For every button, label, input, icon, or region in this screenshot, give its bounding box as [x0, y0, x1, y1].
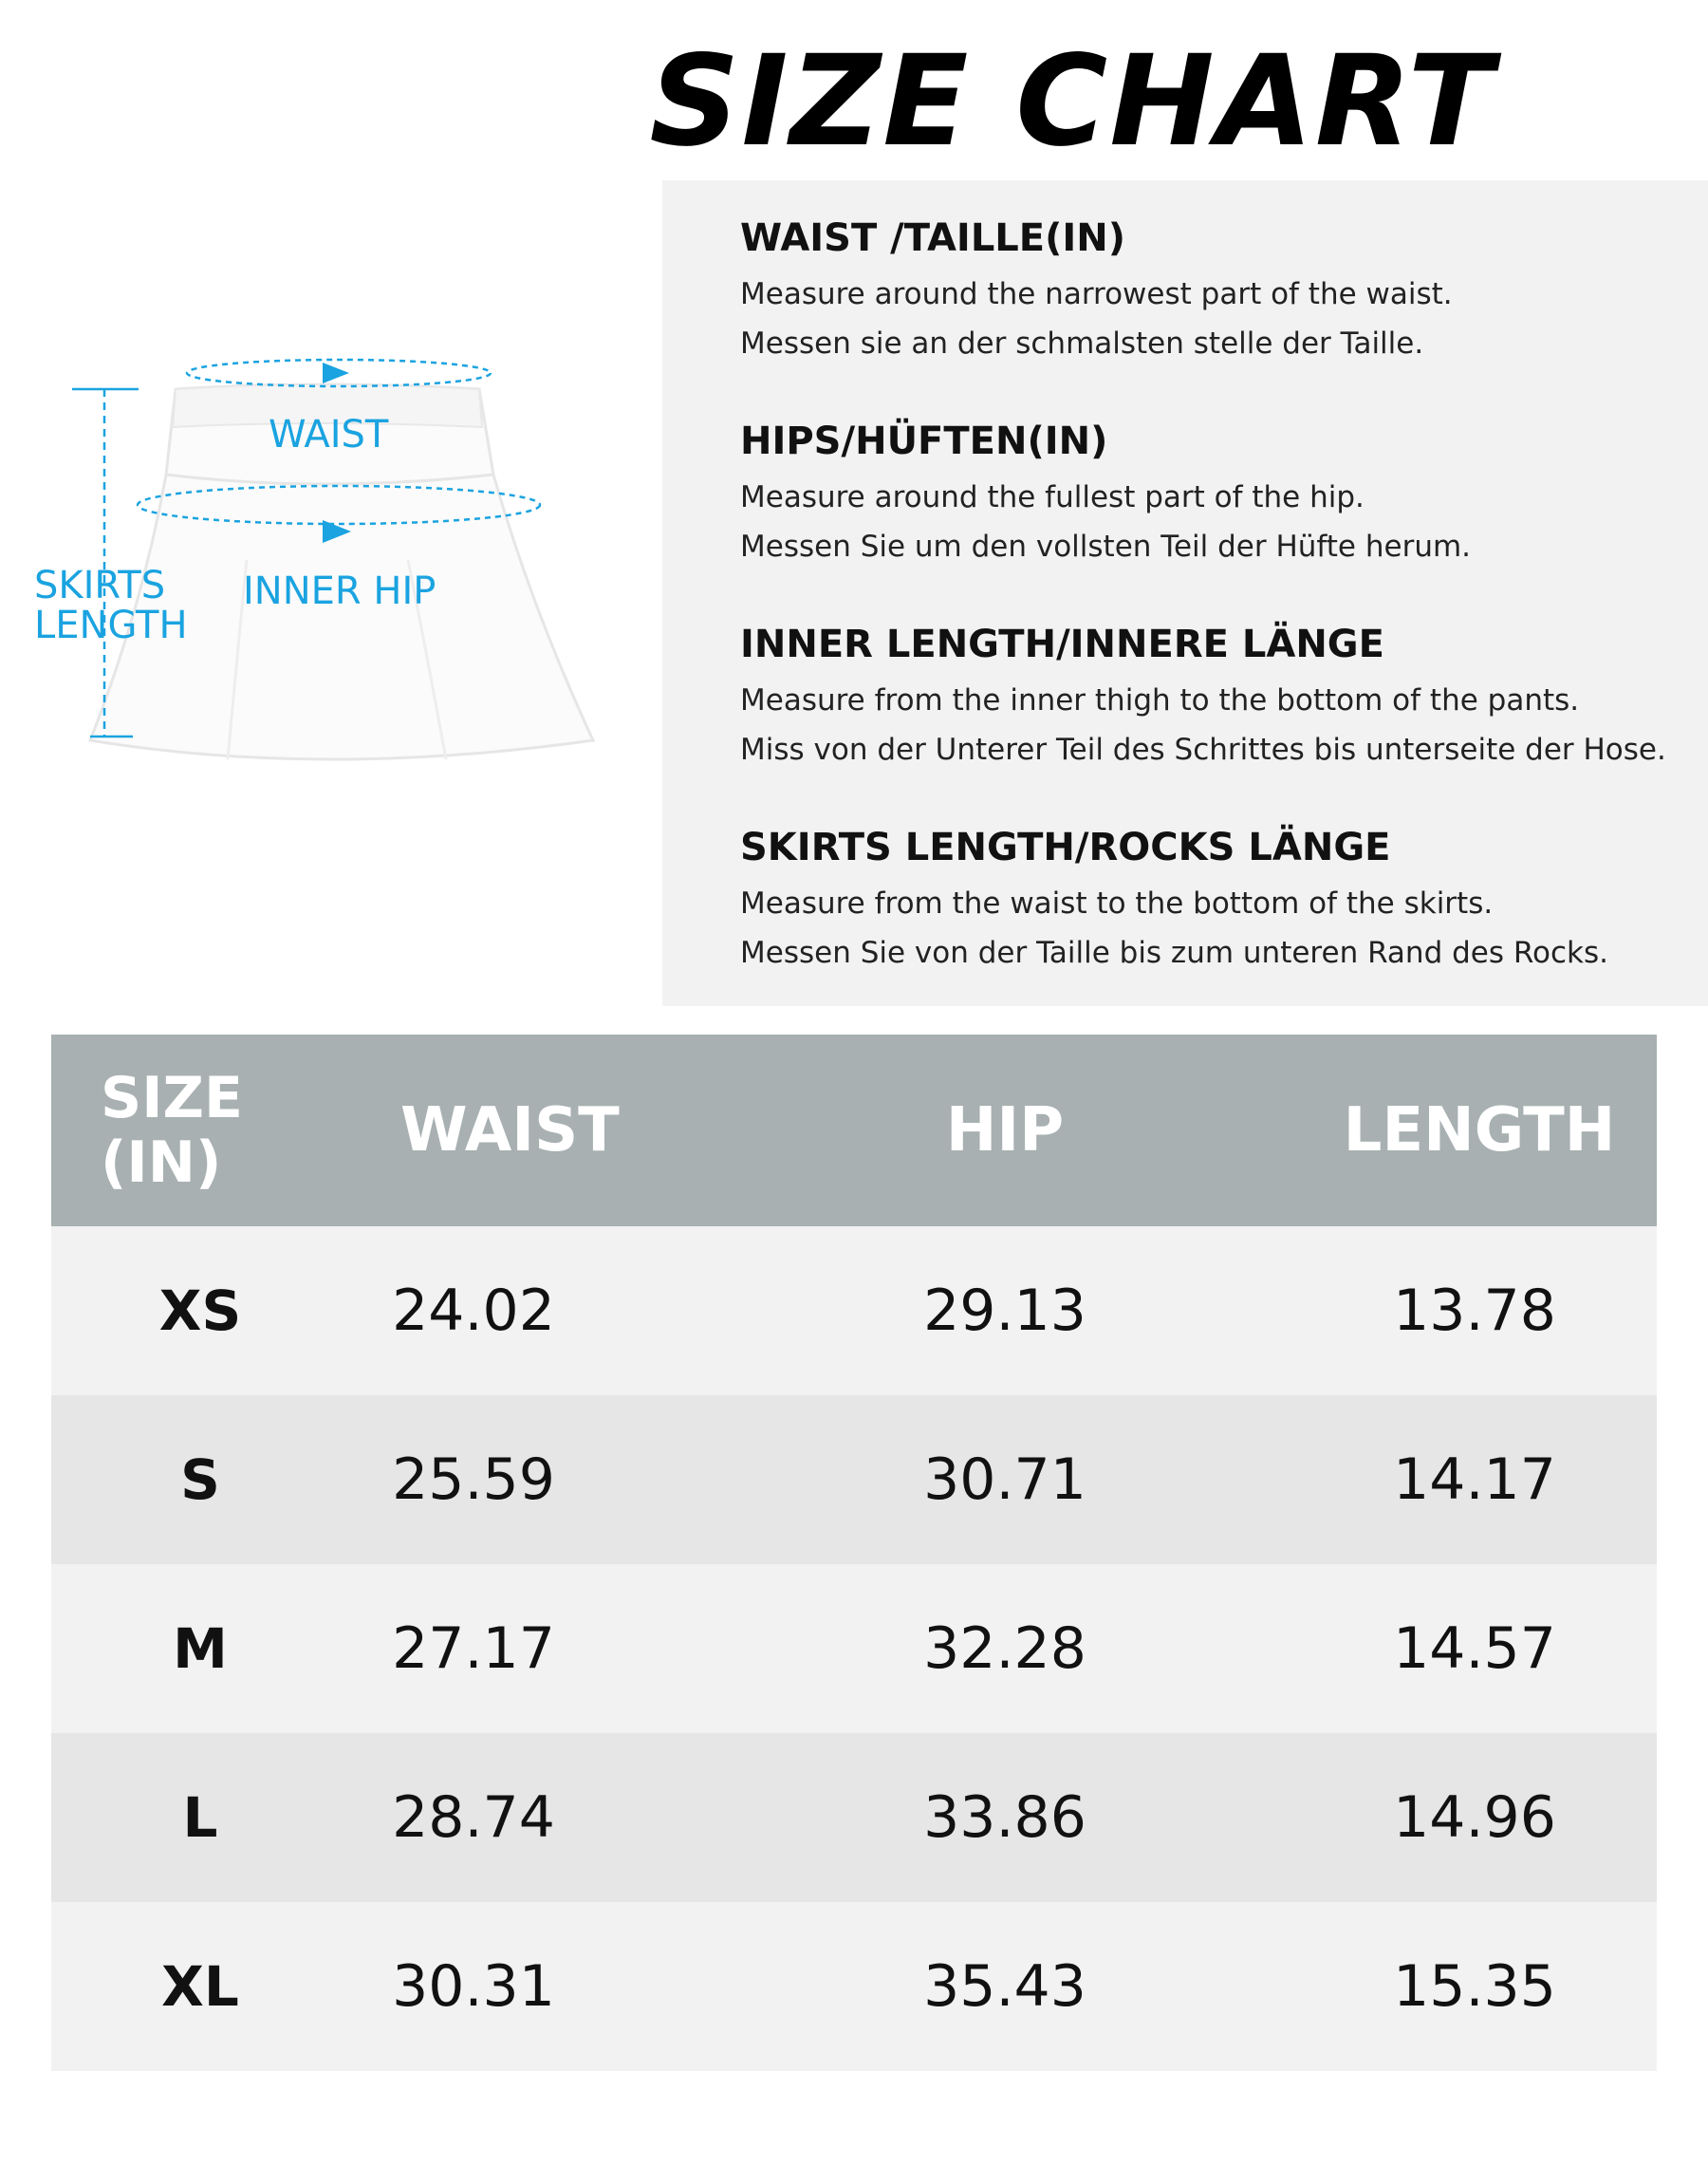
cell-hip: 29.13: [923, 1278, 1086, 1344]
cell-hip: 33.86: [923, 1784, 1086, 1851]
cell-size: S: [180, 1447, 220, 1512]
cell-waist: 25.59: [392, 1446, 555, 1513]
waist-label: WAIST: [269, 413, 389, 457]
cell-length: 14.57: [1393, 1615, 1556, 1682]
header-waist: WAIST: [400, 1095, 620, 1166]
info-line-en: Measure from the inner thigh to the bottom of the pants.: [740, 683, 1580, 718]
info-inner-length: [740, 623, 1666, 774]
info-heading: INNER LENGTH/INNERE LÄNGE: [740, 623, 1384, 666]
info-heading: WAIST /TAILLE(IN): [740, 216, 1126, 260]
cell-waist: 28.74: [392, 1784, 555, 1851]
table-row: [51, 1733, 1657, 1902]
info-line-de: Messen Sie von der Taille bis zum unteren Rand des Rocks.: [740, 936, 1608, 970]
cell-length: 14.96: [1393, 1784, 1556, 1851]
info-line-de: Miss von der Unterer Teil des Schrittes bis unterseite der Hose.: [740, 733, 1666, 767]
header-hip: HIP: [945, 1095, 1065, 1166]
cell-hip: 30.71: [923, 1446, 1086, 1513]
info-line-de: Messen Sie um den vollsten Teil der Hüfte herum.: [740, 530, 1472, 564]
cell-length: 13.78: [1393, 1278, 1556, 1344]
table-row: [51, 1395, 1657, 1564]
header-size-line2: (IN): [101, 1129, 222, 1196]
size-table: [51, 1035, 1657, 2071]
cell-waist: 27.17: [392, 1615, 555, 1682]
header-size-line1: SIZE: [101, 1065, 244, 1131]
info-line-en: Measure from the waist to the bottom of the skirts.: [740, 886, 1494, 921]
page-title: SIZE CHART: [649, 28, 1495, 175]
skirts-length-label-line1: SKIRTS: [34, 564, 166, 607]
cell-length: 15.35: [1393, 1953, 1556, 2020]
inner-hip-label: INNER HIP: [243, 569, 436, 613]
table-row: [51, 1902, 1657, 2071]
measurement-info-panel: [662, 180, 1708, 1006]
info-hips: [740, 420, 1471, 571]
cell-size: XS: [158, 1278, 242, 1343]
cell-waist: 30.31: [392, 1953, 555, 2020]
table-row: [51, 1226, 1657, 1395]
cell-size: M: [173, 1616, 228, 1681]
cell-size: XL: [161, 1954, 239, 2019]
cell-hip: 32.28: [923, 1615, 1086, 1682]
info-heading: SKIRTS LENGTH/ROCKS LÄNGE: [740, 826, 1391, 869]
header-size: [101, 1035, 252, 1226]
info-line-de: Messen sie an der schmalsten stelle der Taille.: [740, 327, 1424, 361]
info-skirts-length: [740, 826, 1608, 978]
skirt-diagram: [0, 342, 645, 797]
cell-waist: 24.02: [392, 1278, 555, 1344]
table-row: [51, 1564, 1657, 1733]
info-waist: [740, 216, 1453, 368]
table-header: [51, 1035, 1657, 1226]
header-length: LENGTH: [1343, 1095, 1616, 1166]
info-line-en: Measure around the narrowest part of the waist.: [740, 277, 1453, 311]
info-line-en: Measure around the fullest part of the hip.: [740, 480, 1365, 514]
info-heading: HIPS/HÜFTEN(IN): [740, 420, 1108, 463]
cell-length: 14.17: [1393, 1446, 1556, 1513]
skirts-length-label-line2: LENGTH: [34, 604, 188, 647]
cell-size: L: [182, 1785, 218, 1850]
cell-hip: 35.43: [923, 1953, 1086, 2020]
